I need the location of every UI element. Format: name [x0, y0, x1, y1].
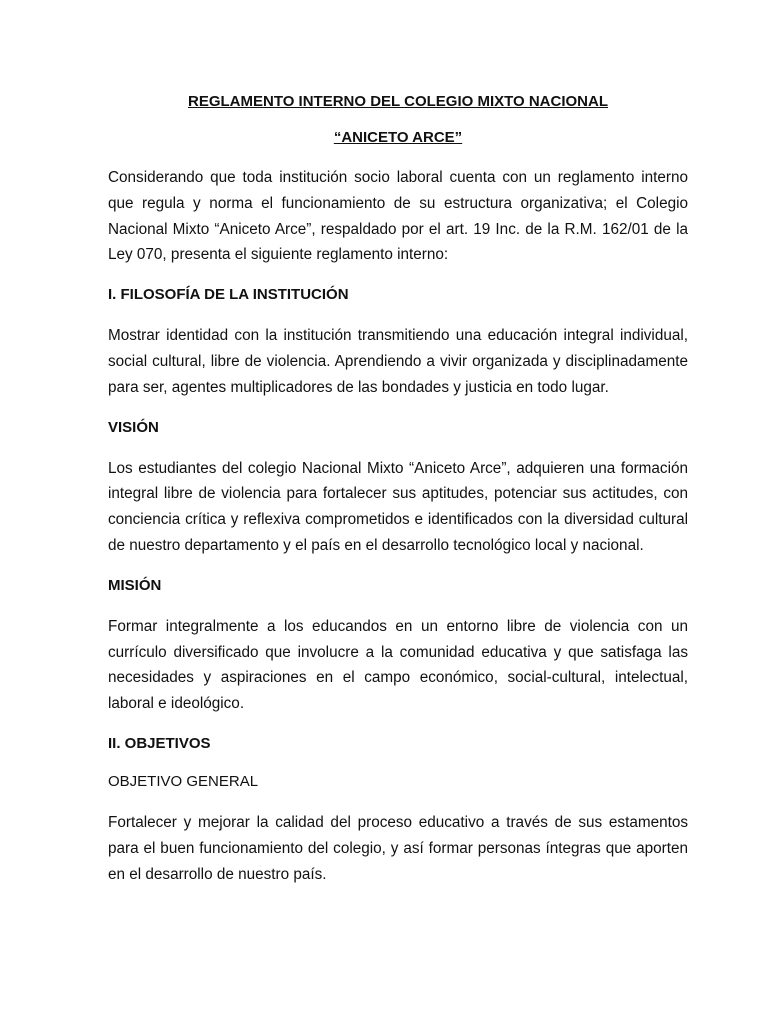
heading-objetivos: II. OBJETIVOS	[108, 734, 211, 752]
intro-paragraph: Considerando que toda institución socio laboral cuenta con un reglamento interno que regula y norma el funcionamiento de su estructura organizativa; el Colegio Nacional Mixto “Aniceto Arce”, respaldado por el art. 19 Inc. de la R.M. 162/01 de la Ley 070, presenta el siguiente reglamento interno:	[108, 169, 688, 264]
paragraph-mision: Formar integralmente a los educandos en un entorno libre de violencia con un currículo diversificado que involucre a la comunidad educativa y que satisfaga las necesidades y aspiraciones en el campo económico, social-cultural, intelectual, laboral e ideológico.	[108, 617, 688, 713]
paragraph-vision: Los estudiantes del colegio Nacional Mixto “Aniceto Arce”, adquieren una formación integral libre de violencia para fortalecer sus aptitudes, potenciar sus actitudes, con conciencia crítica y reflexiva comprometidos e identificados con la diversidad cultural de nuestro departamento y el país en el desarrollo tecnológico local y nacional.	[108, 459, 688, 554]
heading-mision: MISIÓN	[108, 576, 162, 594]
heading-vision: VISIÓN	[108, 418, 159, 436]
paragraph-objetivo-general: Fortalecer y mejorar la calidad del proceso educativo a través de sus estamentos para el buen funcionamiento del colegio, y así formar personas íntegras que aporten en el desarrollo de nuestro país.	[108, 813, 688, 883]
paragraph-filosofia: Mostrar identidad con la institución transmitiendo una educación integral individual, social cultural, libre de violencia. Aprendiendo a vivir organizada y disciplinadamente para ser, agentes multiplicadores de las bondades y justicia en todo lugar.	[108, 327, 688, 396]
heading-filosofia: I. FILOSOFÍA DE LA INSTITUCIÓN	[108, 286, 349, 304]
document-subtitle: “ANICETO ARCE”	[333, 129, 463, 146]
subheading-objetivo-general: OBJETIVO GENERAL	[108, 772, 259, 790]
document-title: REGLAMENTO INTERNO DEL COLEGIO MIXTO NACIONAL	[187, 93, 608, 110]
